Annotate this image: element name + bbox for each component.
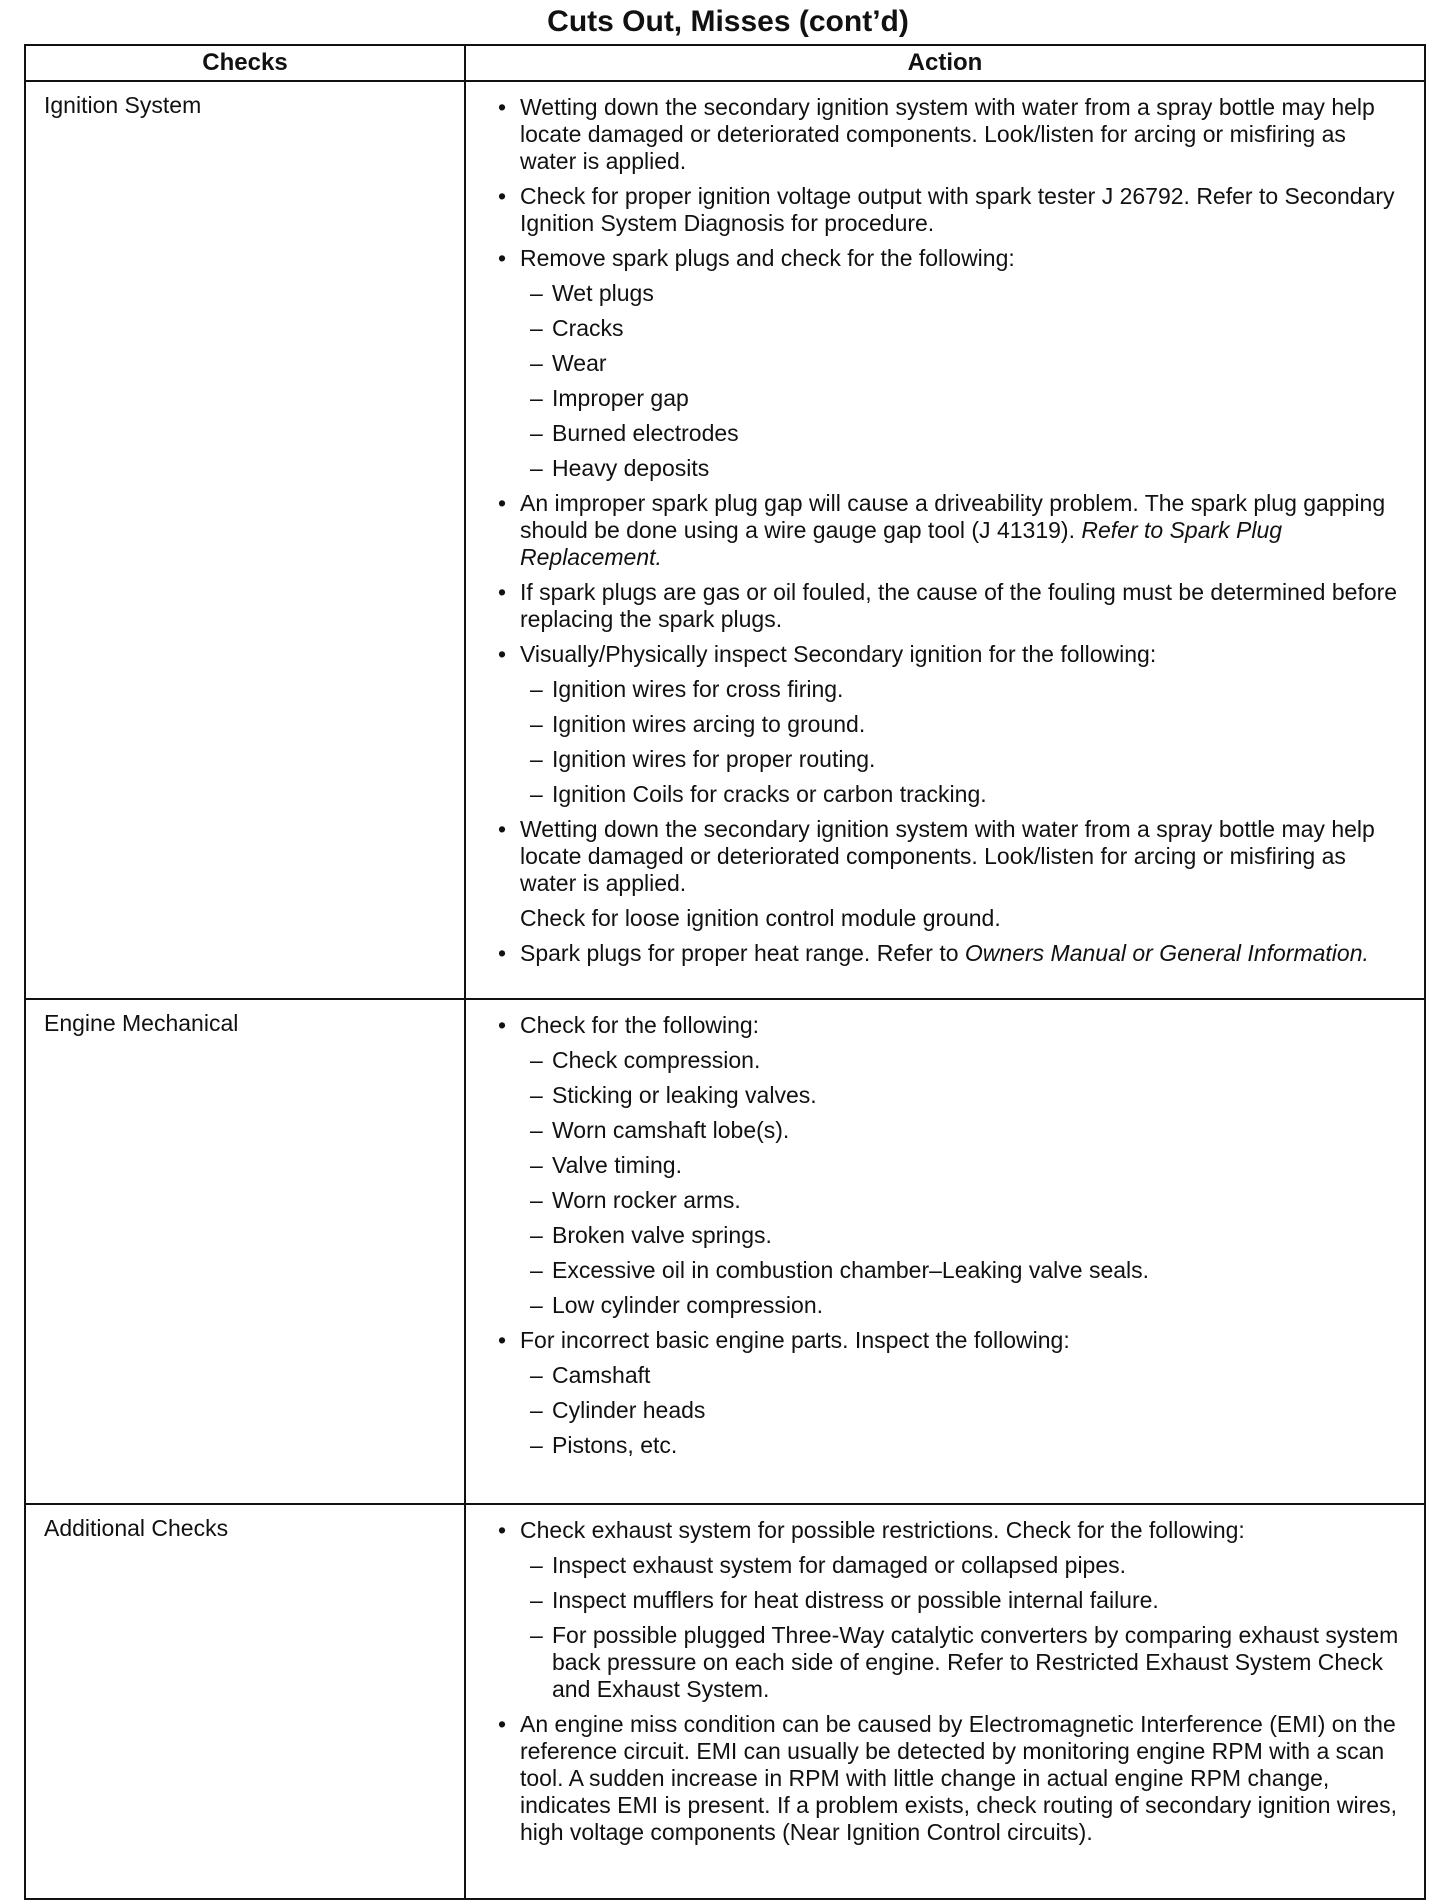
- list-item: • If spark plugs are gas or oil fouled, the cause of the fouling must be determined before replacing the spark plugs.: [496, 579, 1408, 633]
- reference-text: Refer to Spark Plug Replacement.: [520, 517, 1283, 570]
- sub-list-item: – For possible plugged Three-Way catalytic converters by comparing exhaust system back pressure on each side of engine. Refer to Restricted Exhaust System Check and Exhaust System.: [530, 1622, 1408, 1703]
- check-cell: Additional Checks: [25, 1504, 465, 1899]
- sub-list-item: – Worn rocker arms.: [530, 1187, 1408, 1214]
- list-item: • An engine miss condition can be caused by Electromagnetic Interference (EMI) on the reference circuit. EMI can usually be detected by monitoring engine RPM with a scan tool. A sudden increase in RPM with little change in actual engine RPM change, indicates EMI is present. If a problem exists, check routing of secondary ignition wires, high voltage components (Near Ignition Control circuits).: [496, 1711, 1408, 1846]
- sub-list-item: – Check compression.: [530, 1047, 1408, 1074]
- sub-list-item: – Broken valve springs.: [530, 1222, 1408, 1249]
- sub-list-item: – Inspect exhaust system for damaged or collapsed pipes.: [530, 1552, 1408, 1579]
- list-item: • Wetting down the secondary ignition system with water from a spray bottle may help locate damaged or deteriorated components. Look/listen for arcing or misfiring as water is applied.: [496, 94, 1408, 175]
- sub-list-item: – Sticking or leaking valves.: [530, 1082, 1408, 1109]
- checks-table: [24, 44, 1426, 1900]
- sub-list-item: – Pistons, etc.: [530, 1432, 1408, 1459]
- reference-text: Owners Manual or General Information.: [964, 940, 1369, 966]
- action-list: [496, 1012, 1408, 1459]
- sub-list: [520, 280, 1408, 482]
- check-cell: Engine Mechanical: [25, 999, 465, 1504]
- list-item: • Wetting down the secondary ignition system with water from a spray bottle may help locate damaged or deteriorated components. Look/listen for arcing or misfiring as water is applied.: [496, 816, 1408, 897]
- page-title: Cuts Out, Misses (cont’d): [547, 5, 909, 38]
- sub-list: [520, 676, 1408, 808]
- sub-list-item: – Burned electrodes: [530, 420, 1408, 447]
- sub-list-item: – Wear: [530, 350, 1408, 377]
- action-cell: [465, 1504, 1425, 1899]
- sub-list-item: – Worn camshaft lobe(s).: [530, 1117, 1408, 1144]
- check-cell: Ignition System: [25, 81, 465, 999]
- list-item: • Spark plugs for proper heat range. Refer to Owners Manual or General Information.: [496, 940, 1408, 967]
- sub-list-item: – Ignition wires for cross firing.: [530, 676, 1408, 703]
- action-list: [496, 1517, 1408, 1846]
- table-row: [25, 1504, 1425, 1899]
- sub-list: [520, 1047, 1408, 1319]
- action-cell: [465, 81, 1425, 999]
- sub-list-item: – Ignition wires for proper routing.: [530, 746, 1408, 773]
- sub-list-item: – Heavy deposits: [530, 455, 1408, 482]
- table-row: [25, 999, 1425, 1504]
- list-item-note: Check for loose ignition control module ground.: [520, 905, 1001, 931]
- sub-list-item: – Cylinder heads: [530, 1397, 1408, 1424]
- list-item: • Check exhaust system for possible restrictions. Check for the following: – Inspect exhaust system for damaged or collapsed pipes. – Inspect mufflers for heat distress or possible internal failure. – For possible plugged Three-Way catalytic converters by comparing exhaust system back pressure on each side of engine. Refer to Restricted Exhaust System Check and Exhaust System.: [496, 1517, 1408, 1703]
- sub-list: [520, 1362, 1408, 1459]
- sub-list-item: – Wet plugs: [530, 280, 1408, 307]
- list-item: • Remove spark plugs and check for the following: – Wet plugs – Cracks – Wear – Improper gap – Burned electrodes – Heavy deposits: [496, 245, 1408, 482]
- sub-list-item: – Excessive oil in combustion chamber–Leaking valve seals.: [530, 1257, 1408, 1284]
- header-action: Action: [465, 45, 1425, 81]
- list-item: • For incorrect basic engine parts. Inspect the following: – Camshaft – Cylinder heads – Pistons, etc.: [496, 1327, 1408, 1459]
- sub-list-item: – Camshaft: [530, 1362, 1408, 1389]
- sub-list-item: – Improper gap: [530, 385, 1408, 412]
- table-row: [25, 81, 1425, 999]
- sub-list-item: – Ignition wires arcing to ground.: [530, 711, 1408, 738]
- action-list: [496, 94, 1408, 967]
- sub-list-item: – Cracks: [530, 315, 1408, 342]
- list-item: • An improper spark plug gap will cause a driveability problem. The spark plug gapping should be done using a wire gauge gap tool (J 41319). Refer to Spark Plug Replacement.: [496, 490, 1408, 571]
- sub-list: [520, 1552, 1408, 1703]
- action-cell: [465, 999, 1425, 1504]
- header-checks: Checks: [25, 45, 465, 81]
- list-item: • Check for the following: – Check compression. – Sticking or leaking valves. – Worn camshaft lobe(s). – Valve timing. – Worn rocker arms. – Broken valve springs. – Excessive oil in combustion chamber–Leaking valve seals. – Low cylinder compression.: [496, 1012, 1408, 1319]
- sub-list-item: – Inspect mufflers for heat distress or possible internal failure.: [530, 1587, 1408, 1614]
- sub-list-item: – Ignition Coils for cracks or carbon tracking.: [530, 781, 1408, 808]
- sub-list-item: – Valve timing.: [530, 1152, 1408, 1179]
- list-item: • Visually/Physically inspect Secondary ignition for the following: – Ignition wires for cross firing. – Ignition wires arcing to ground. – Ignition wires for proper routing. – Ignition Coils for cracks or carbon tracking.: [496, 641, 1408, 808]
- list-item: • Check for proper ignition voltage output with spark tester J 26792. Refer to Secondary Ignition System Diagnosis for procedure.: [496, 183, 1408, 237]
- sub-list-item: – Low cylinder compression.: [530, 1292, 1408, 1319]
- table-header-row: [25, 45, 1425, 81]
